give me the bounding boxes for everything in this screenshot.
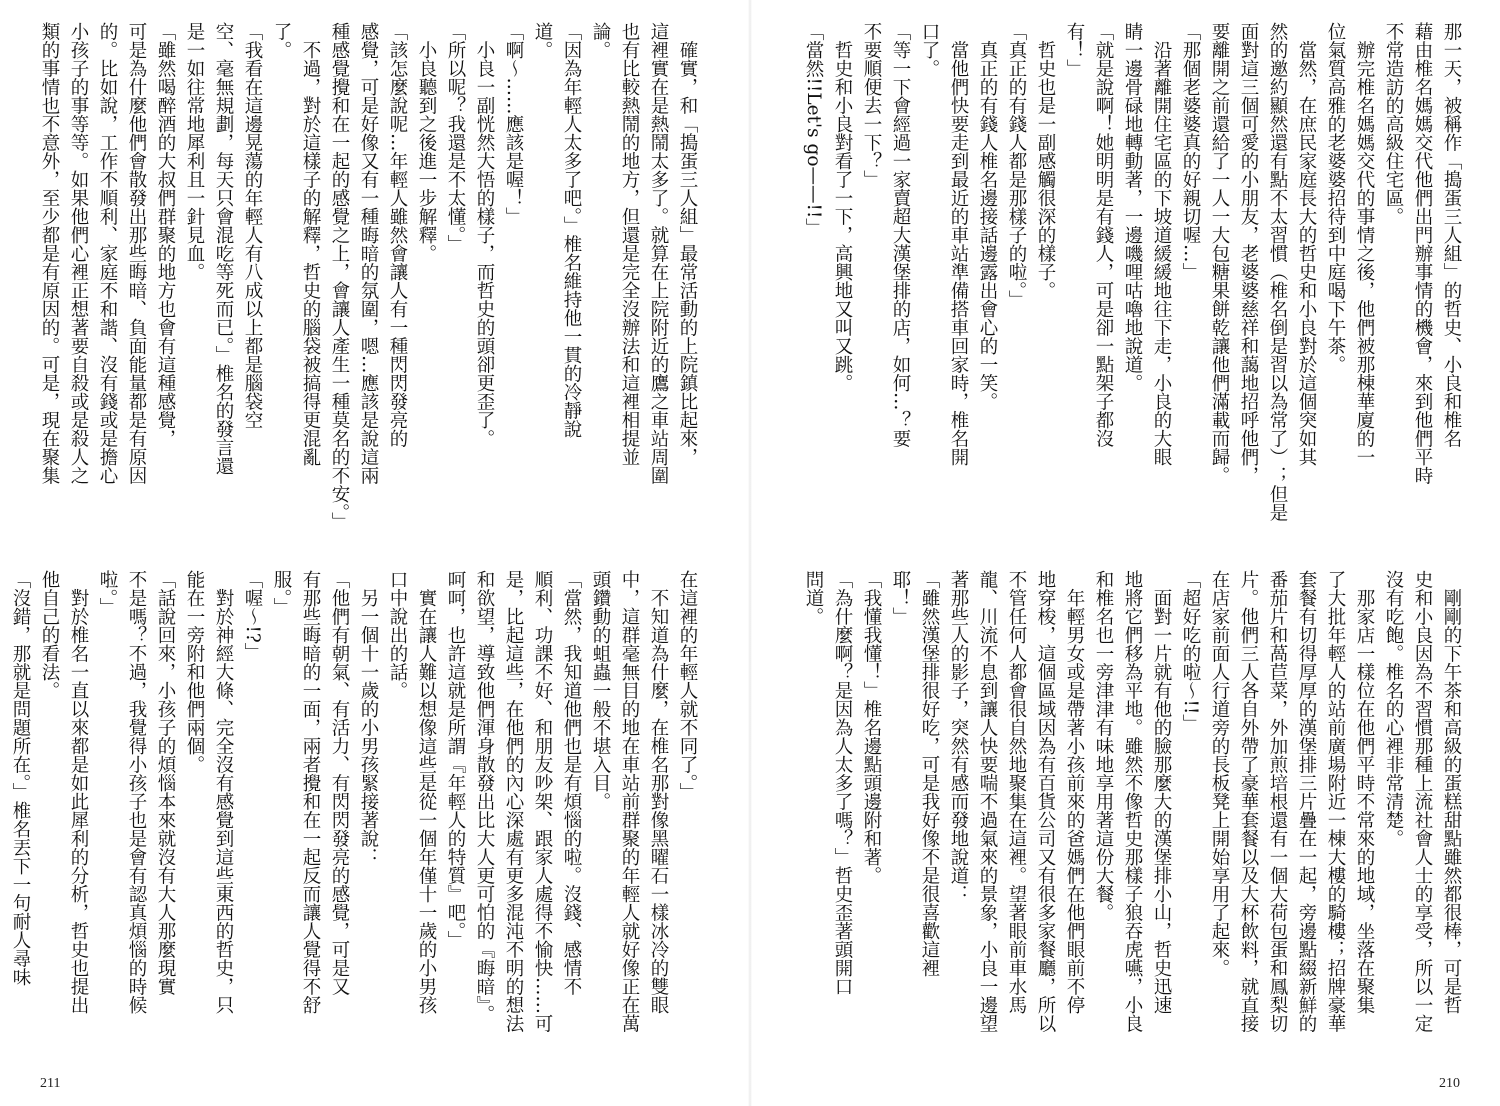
left-page-bottom-text: 在這裡的年輕人就不同了。」 不知道為什麼，在椎名那對像黑曜石一樣冰冷的雙眼 中，這群毫無目的地在車站前群聚的年輕人就好像正在萬 頭鑽動的蛆蟲一般不堪入目。 「當然，我知道他們也是有煩惱的啦。沒錢、感情不 順利、功課不好、和朋友吵架、跟家人處得不愉快……可 是，比起這些，在他們的內心深處有更多混沌不明的想法 和欲望，導致他們渾身散發出比大人更可怕的『晦暗』。 呵呵，也許這就是所謂『年輕人的特質』吧。」 實在讓人難以想像這些是從一個年僅十一歲的小男孩 口中說出的話。 另一個十一歲的小男孩緊接著說： 「他們有朝氣、有活力、有閃閃發亮的感覺，可是又 有那些晦暗的一面，兩者攪和在一起反而讓人覺得不舒 服。」 「喔～!?」 對於神經大條、完全沒有感覺到這些東西的哲史，只 能在一旁附和他們兩個。 「話說回來，小孩子的煩惱本來就沒有大人那麼現實 不是嗎？不過，我覺得小孩子也是會有認真煩惱的時候 啦。」 對於椎名一直以來都是如此犀利的分析，哲史也提出 他自己的看法。 「沒錯，那就是問題所在。」椎名丟下一句耐人尋味 bbox=[10, 570, 698, 1033]
left-page-top-text: 確實，和「搗蛋三人組」最常活動的上院鎮比起來， 這裡實在是熱鬧太多了。就算在上院附近的鷹之車站周圍 也有比較熱鬧的地方，但還是完全沒辦法和這裡相提並 論。 「因為年輕人太多了吧。」椎名維持他一貫的冷靜說 道。 「啊～……應該是喔！」 小良一副恍然大悟的樣子，而哲史的頭卻更歪了。 「所以呢？我還是不太懂。」 小良聽到之後進一步解釋。 「該怎麼說呢…年輕人雖然會讓人有一種閃閃發亮的 感覺，可是好像又有一種晦暗的氛圍，嗯…應該是說這兩 種感覺攪和在一起的感覺之上，會讓人產生一種莫名的不安。」 不過，對於這樣子的解釋，哲史的腦袋被搞得更混亂 了。 「我看在這邊晃蕩的年輕人有八成以上都是腦袋空 空、毫無規劃，每天只會混吃等死而已。」椎名的發言還 是一如往常地犀利且一針見血。 「雖然喝醉酒的大叔們群聚的地方也會有這種感覺， 可是為什麼他們會散發出那些晦暗、負面能量都是有原因 的。比如說，工作不順利、家庭不和諧、沒有錢或是擔心 小孩子的事等等。如果他們心裡正想著要自殺或是殺人之 類的事情也不意外，至少都是有原因的。可是，現在聚集 bbox=[39, 22, 698, 531]
page-number-right: 210 bbox=[1439, 1076, 1460, 1091]
right-page-bottom-text: 剛剛的下午茶和高級的蛋糕甜點雖然都很棒，可是哲 史和小良因為不習慣那種上流社會人士的享受，所以一定 沒有吃飽。椎名的心裡非常清楚。 那家店一樣位在他們平時不常來的地域，坐落在聚集 了大批年輕人的站前廣場附近一棟大樓的騎樓；招牌豪華 套餐有切得厚厚的漢堡排三片疊在一起，旁邊點綴新鮮的 番茄片和萵苣菜，外加煎培根還有一個大荷包蛋和鳳梨切 片。他們三人各自外帶了豪華套餐以及大杯飲料，就直接 在店家前面人行道旁的長板凳上開始享用了起來。 「超好吃的啦～!!」 面對一片就有他的臉那麼大的漢堡排小山，哲史迅速 地將它們移為平地。雖然不像哲史那樣子狼吞虎嚥，小良 和椎名也一旁津津有味地享用著這份大餐。 年輕男女或是帶著小孩前來的爸媽們在他們眼前不停 地穿梭，這個區域因為有百貨公司又有很多家餐廳，所以 不管任何人都會很自然地聚集在這裡。望著眼前車水馬 龍、川流不息到讓人快要喘不過氣來的景象，小良一邊望 著那些人的影子，突然有感而發地說道： 「雖然漢堡排很好吃，可是我好像不是很喜歡這裡 耶！」 「我懂我懂！」椎名邊點頭邊附和著。 「為什麼啊？是因為人太多了嗎？」哲史歪著頭開口 問道。 bbox=[803, 570, 1462, 1033]
page-number-left: 211 bbox=[40, 1076, 61, 1091]
right-page-top-text: 那一天，被稱作「搗蛋三人組」的哲史、小良和椎名 藉由椎名媽媽交代他們出門辦事情的機會，來到他們平時 不常造訪的高級住宅區。 辦完椎名媽媽交代的事情之後，他們被那棟華廈的一 位氣質高雅的老婆婆招待到中庭喝下午茶。 當然，在庶民家庭長大的哲史和小良對於這個突如其 然的邀約顯然還有點不太習慣（椎名倒是習以為常了）；但是 面對這三個可愛的小朋友，老婆婆慈祥和藹地招呼他們， 要離開之前還給了一人一大包糖果餅乾讓他們滿載而歸。 「那個老婆婆真的好親切喔…」 沿著離開住宅區的下坡道緩緩地往下走，小良的大眼 睛一邊骨碌地轉動著，一邊嘰哩咕嚕地說道。 「就是說啊！她明明是有錢人，可是卻一點架子都沒 有！」 哲史也是一副感觸很深的樣子。 「真正的有錢人都是那樣子的啦。」 真正的有錢人椎名邊接話邊露出會心的一笑。 當他們快要走到最近的車站準備搭車回家時，椎名開 口了。 「等一下會經過一家賣超大漢堡排的店，如何…？要 不要順便去一下？」 哲史和小良對看了一下，高興地又叫又跳。 「當然!!Let's go——!!」 bbox=[803, 22, 1462, 522]
right-page bbox=[750, 0, 1500, 1106]
